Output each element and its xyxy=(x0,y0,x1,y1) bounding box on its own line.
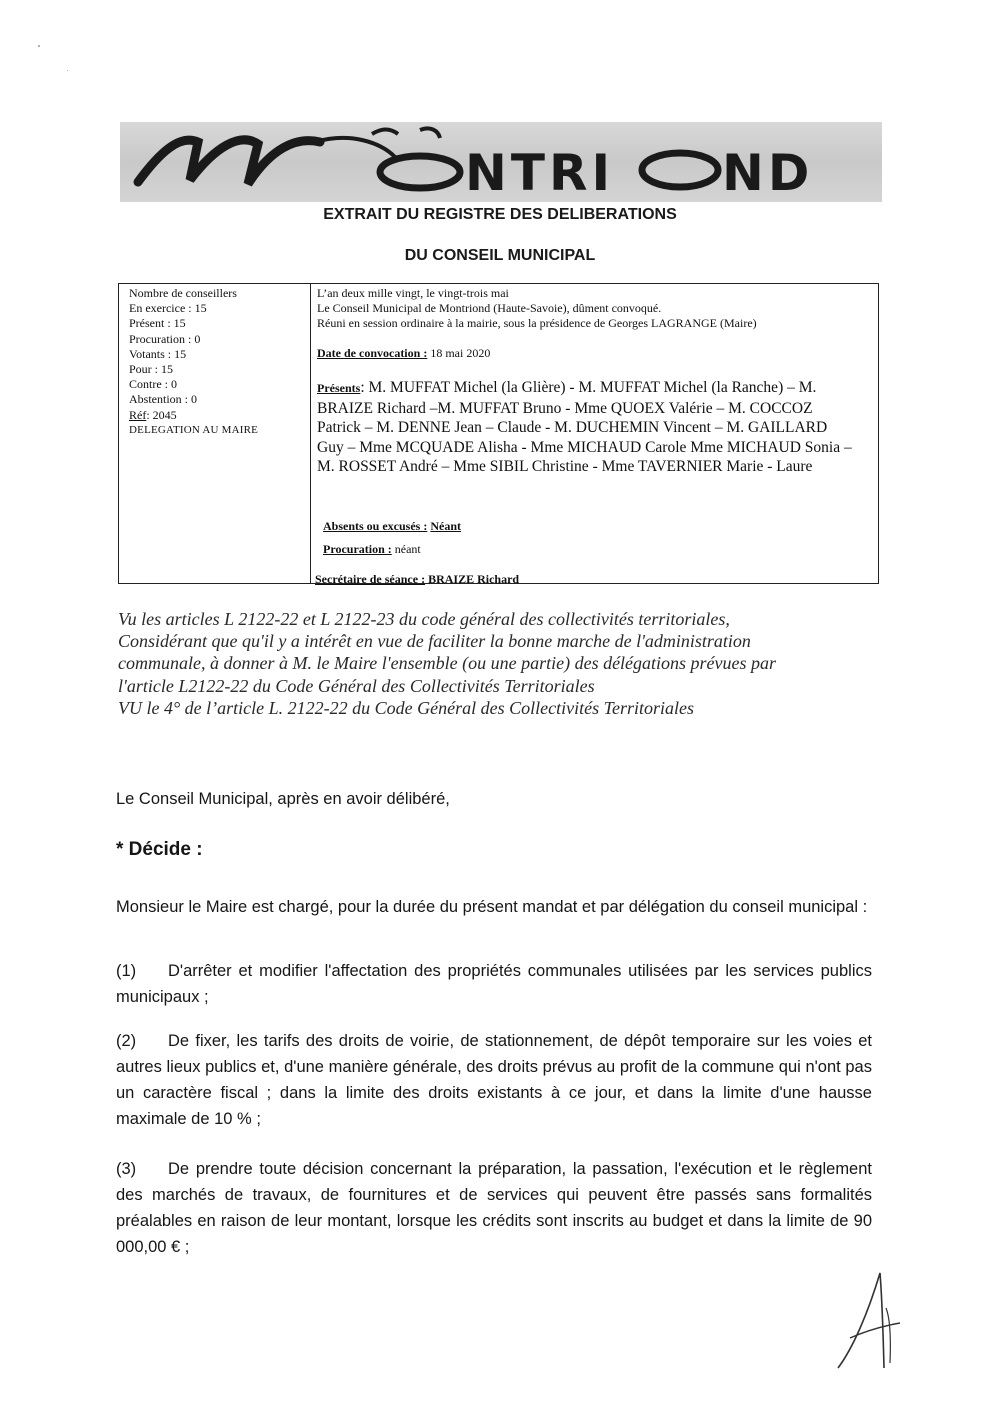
council-title: DU CONSEIL MUNICIPAL xyxy=(404,247,596,264)
delegation-item-3 xyxy=(116,1156,872,1260)
count-against: Contre : 0 xyxy=(129,377,177,392)
item-text: De prendre toute décision concernant la préparation, la passation, l'exécution et le règlement des marchés de travaux, de fournitures et de services qui peuvent être passés sans formalités préalables en raison de leur montant, lorsque les crédits sont inscrits au budget et dans la limite de 90 000,00 € ; xyxy=(116,1160,872,1256)
count-voters: Votants : 15 xyxy=(129,346,187,361)
session-details xyxy=(317,286,757,331)
svg-text:NTRI: NTRI xyxy=(465,144,615,202)
montriond-logo xyxy=(120,122,882,202)
table-divider xyxy=(310,284,311,583)
proxy xyxy=(323,542,421,557)
absents-label: Absents ou excusés : xyxy=(323,519,428,533)
legal-line: communale, à donner à M. le Maire l'ensemble (ou une partie) des délégations prévues par xyxy=(118,653,777,674)
delegation-item-1 xyxy=(116,958,872,1010)
legal-line: Considérant que qu'il y a intérêt en vue de faciliter la bonne marche de l'administration xyxy=(118,631,751,652)
session-chair: Réuni en session ordinaire à la mairie, sous la présidence de Georges LAGRANGE (Maire) xyxy=(317,316,757,330)
decision-heading: * Décide : xyxy=(116,839,203,860)
session-date: L’an deux mille vingt, le vingt-trois mai xyxy=(317,286,509,300)
register-title: EXTRAIT DU REGISTRE DES DELIBERATIONS xyxy=(323,206,677,223)
session-convened: Le Conseil Municipal de Montriond (Haute-Savoie), dûment convoqué. xyxy=(317,301,662,315)
item-number: (1) xyxy=(116,962,137,980)
councillor-counts xyxy=(129,286,258,438)
count-proxy: Procuration : 0 xyxy=(129,331,201,346)
absents xyxy=(323,519,461,534)
deliberation-info-table xyxy=(118,283,879,584)
reference-value: : 2045 xyxy=(146,407,177,422)
reference xyxy=(129,408,258,423)
subject: DELEGATION AU MAIRE xyxy=(129,423,259,436)
secretary-label: Secrétaire de séance : xyxy=(315,572,426,586)
session-secretary xyxy=(315,572,519,587)
delegation-item-2 xyxy=(116,1028,872,1132)
scan-speck xyxy=(67,70,68,71)
attendees-list: : M. MUFFAT Michel (la Glière) - M. MUFFAT Michel (la Ranche) – M. BRAIZE Richard –M. MUFFAT Bruno - Mme QUOEX Valérie – M. COCCOZ Patrick – M. DENNE Jean – Claude - M. DUCHEMIN Vincent – M. GAILLARD Guy – Mme MCQUADE Alisha - Mme MICHAUD Carole Mme MICHAUD Sonia – M. ROSSET André – Mme SIBIL Christine - Mme TAVERNIER Marie - Laure xyxy=(317,379,852,476)
proxy-label: Procuration : xyxy=(323,542,392,556)
attendees-label: Présents xyxy=(317,381,361,395)
signature-initials xyxy=(828,1268,908,1383)
convocation-label: Date de convocation : xyxy=(317,346,428,360)
convocation-value: 18 mai 2020 xyxy=(430,346,491,360)
item-number: (3) xyxy=(116,1160,137,1178)
mandate-statement: Monsieur le Maire est chargé, pour la durée du présent mandat et par délégation du conseil municipal : xyxy=(116,898,868,916)
reference-label: Réf xyxy=(129,407,147,422)
item-text: De fixer, les tarifs des droits de voirie, de stationnement, de dépôt temporaire sur les voies et autres lieux publics et, d'une manière générale, des droits prévus au profit de la commune qui n'ont pas un caractère fiscal ; dans la limite des droits existants à ce jour, et dans la limite d'une hausse maximale de 10 % ; xyxy=(116,1032,872,1128)
convocation-date xyxy=(317,346,490,361)
count-abstention: Abstention : 0 xyxy=(129,392,197,407)
legal-line: Vu les articles L 2122-22 et L 2122-23 du code général des collectivités territoriales, xyxy=(118,609,730,629)
count-in-office: En exercice : 15 xyxy=(129,301,207,316)
legal-line: l'article L2122-22 du Code Général des Collectivités Territoriales xyxy=(118,675,595,696)
secretary-value: BRAIZE Richard xyxy=(428,572,520,586)
count-present: Présent : 15 xyxy=(129,316,186,331)
deliberation-intro: Le Conseil Municipal, après en avoir délibéré, xyxy=(116,790,450,808)
item-number: (2) xyxy=(116,1032,137,1050)
proxy-value: néant xyxy=(394,542,421,556)
count-total: Nombre de conseillers xyxy=(129,286,237,300)
svg-text:ND: ND xyxy=(722,144,814,202)
absents-value: Néant xyxy=(430,519,462,533)
item-text: D'arrêter et modifier l'affectation des propriétés communales utilisées par les services publics municipaux ; xyxy=(116,962,872,1006)
attendees xyxy=(317,378,857,477)
legal-line: VU le 4° de l’article L. 2122-22 du Code Général des Collectivités Territoriales xyxy=(118,697,694,718)
legal-basis xyxy=(118,608,908,719)
count-for: Pour : 15 xyxy=(129,362,174,377)
scan-speck xyxy=(38,45,40,47)
